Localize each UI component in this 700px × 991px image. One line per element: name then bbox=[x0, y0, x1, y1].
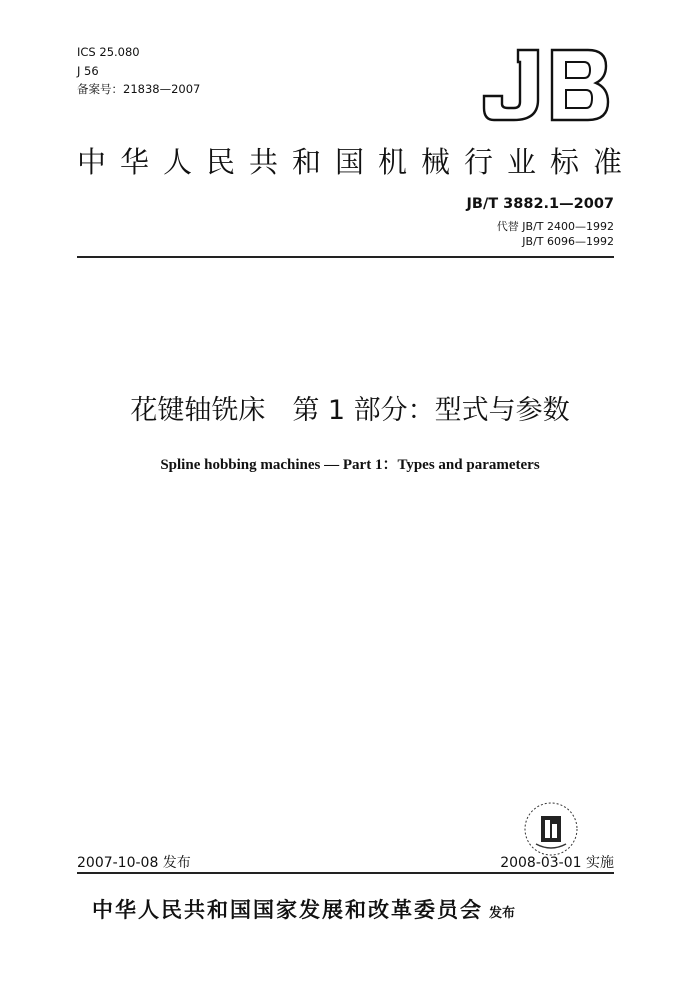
header-divider bbox=[77, 256, 614, 258]
footer-divider bbox=[77, 872, 614, 874]
publish-label: 发布 bbox=[489, 906, 516, 921]
document-title-cn: 花键轴铣床 第 1 部分：型式与参数 bbox=[130, 395, 570, 426]
replaces-standard-1: 代替 JB/T 2400—1992 bbox=[496, 220, 614, 233]
industry-standard-title: 中华人民共和国机械行业标准 bbox=[77, 145, 637, 179]
publisher-seal bbox=[522, 800, 580, 858]
standard-number: JB/T 3882.1—2007 bbox=[466, 196, 614, 212]
issue-date: 2007-10-08 发布 bbox=[77, 855, 191, 871]
jb-logo bbox=[480, 46, 610, 124]
ics-code: ICS 25.080 bbox=[77, 45, 140, 59]
replaces-standard-2: JB/T 6096—1992 bbox=[522, 235, 614, 248]
publisher-name: 中华人民共和国国家发展和改革委员会 bbox=[92, 898, 483, 922]
implementation-date: 2008-03-01 实施 bbox=[500, 855, 614, 871]
publisher-line bbox=[92, 894, 515, 924]
ccs-code: J 56 bbox=[77, 64, 99, 78]
filing-number: 备案号：21838—2007 bbox=[77, 82, 201, 96]
document-title-en: Spline hobbing machines — Part 1：Types and parameters bbox=[160, 457, 540, 473]
